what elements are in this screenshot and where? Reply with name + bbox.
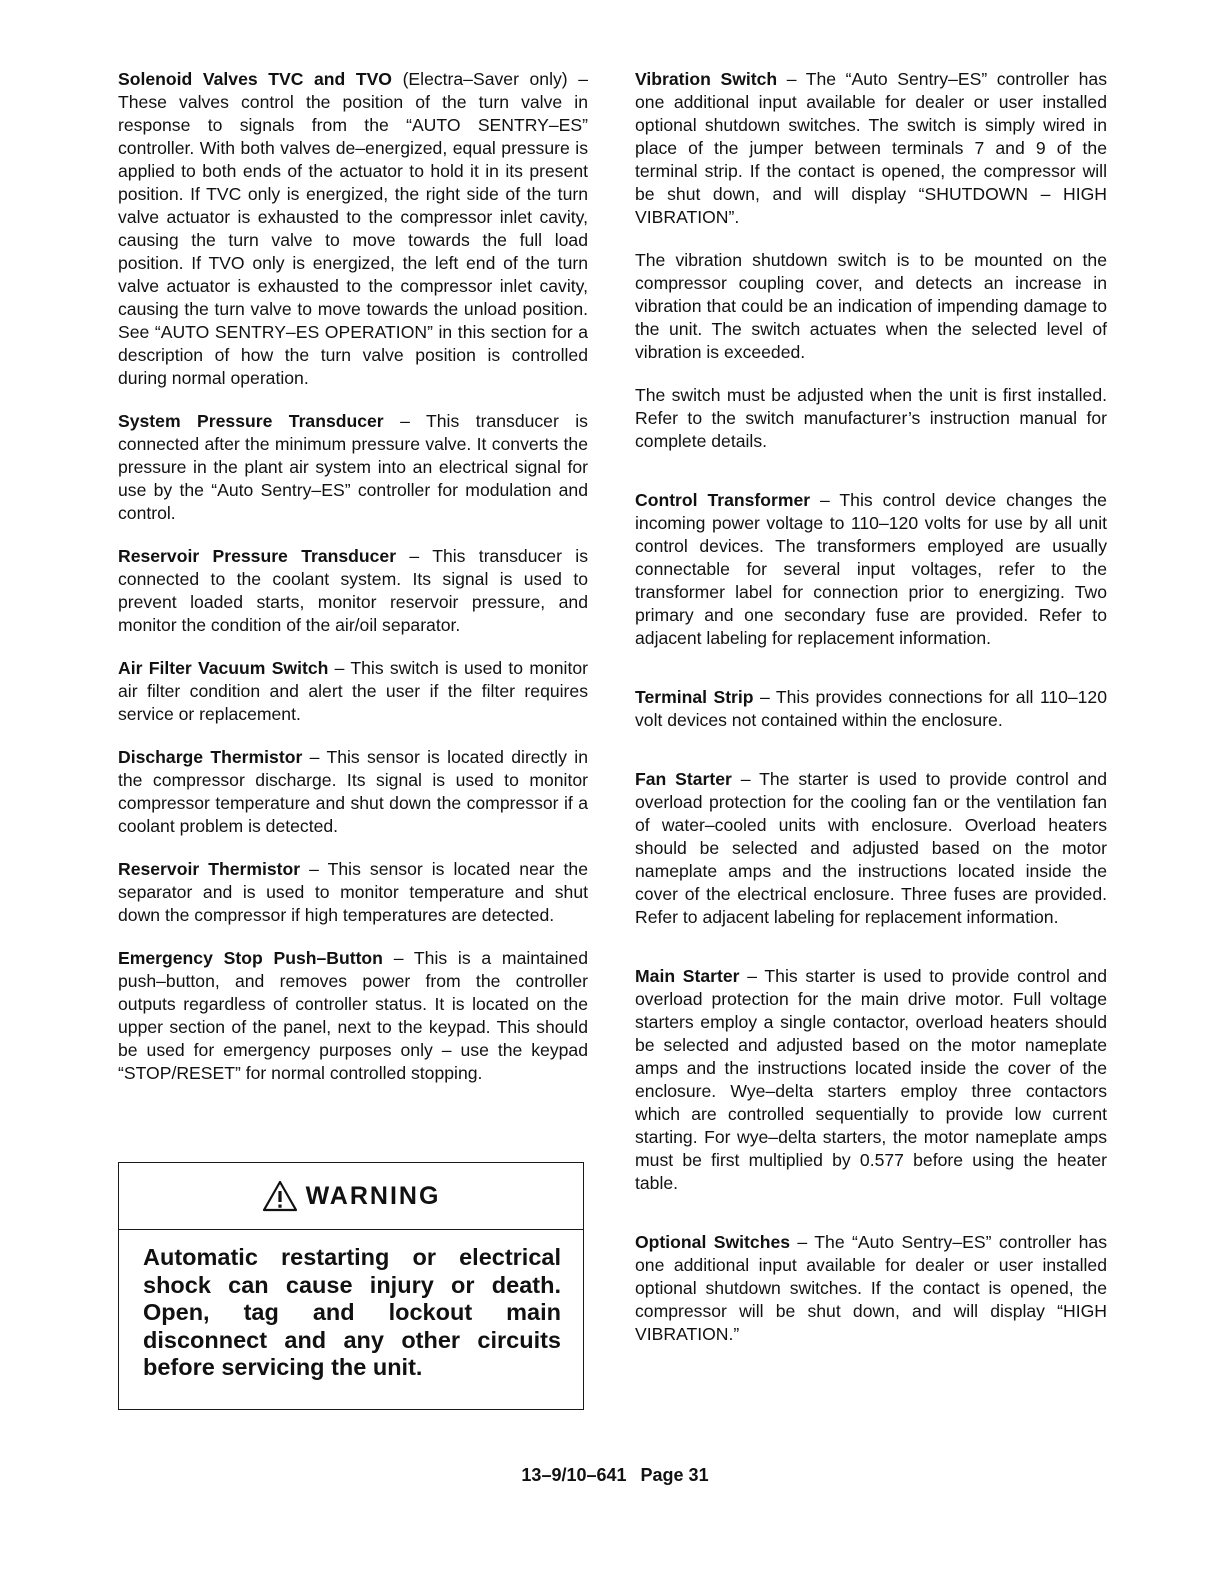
- page-number: Page 31: [640, 1465, 709, 1485]
- heading-system-pressure-transducer: System Pressure Transducer: [118, 411, 384, 431]
- paragraph-discharge-thermistor: [118, 746, 588, 838]
- heading-fan-starter: Fan Starter: [635, 769, 732, 789]
- text-optional-switches: – The “Auto Sentry–ES” controller has one additional input available for dealer or user installed optional shutdown switches. If the contact is opened, the compressor will be shut down, and will display “HIGH VIBRATION.”: [635, 1232, 1107, 1344]
- paragraph-control-transformer: [635, 489, 1107, 650]
- warning-header: [119, 1163, 583, 1230]
- paragraph-main-starter: [635, 965, 1107, 1195]
- heading-main-starter: Main Starter: [635, 966, 740, 986]
- text-solenoid-valves: (Electra–Saver only) – These valves control the position of the turn valve in response to signals from the “AUTO SENTRY–ES” controller. With both valves de–energized, equal pressure is applied to both ends of the actuator to hold it in its present position. If TVC only is energized, the right side of the turn valve actuator is exhausted to the compressor inlet cavity, causing the turn valve to move towards the full load position. If TVO only is energized, the left end of the turn valve actuator is exhausted to the compressor inlet cavity, causing the turn valve to move towards the unload position. See “AUTO SENTRY–ES OPERATION” in this section for a description of how the turn valve position is controlled during normal operation.: [118, 69, 588, 388]
- text-discharge-thermistor: – This sensor is located directly in the compressor discharge. Its signal is used to monitor compressor temperature and shut down the compressor if a coolant problem is detected.: [118, 747, 589, 836]
- paragraph-reservoir-thermistor: [118, 858, 588, 927]
- right-column: [635, 68, 1107, 1346]
- heading-reservoir-pressure-transducer: Reservoir Pressure Transducer: [118, 546, 397, 566]
- text-control-transformer: – This control device changes the incoming power voltage to 110–120 volts for use by all unit control devices. The transformers employed are usually connectable for several input voltages, refer to the transformer label for connection prior to energizing. Two primary and one secondary fuse are provided. Refer to adjacent labeling for replacement information.: [635, 490, 1107, 648]
- text-main-starter: – This starter is used to provide control and overload protection for the main drive motor. Full voltage starters employ a single contactor, overload heaters should be selected and adjusted based on the motor nameplate amps and the instructions located inside the cover of the enclosure. Wye–delta starters employ three contactors which are controlled sequentially to provide low current starting. For wye–delta starters, the motor nameplate amps must be first multiplied by 0.577 before using the heater table.: [635, 966, 1107, 1193]
- paragraph-fan-starter: [635, 768, 1107, 929]
- text-air-filter-vacuum-switch: – This switch is used to monitor air filter condition and alert the user if the filter requires service or replacement.: [118, 658, 588, 724]
- heading-control-transformer: Control Transformer: [635, 490, 811, 510]
- text-reservoir-thermistor: – This sensor is located near the separator and is used to monitor temperature and shut down the compressor if high temperatures are detected.: [118, 859, 588, 925]
- page-footer: [0, 1465, 1230, 1486]
- heading-discharge-thermistor: Discharge Thermistor: [118, 747, 303, 767]
- paragraph-switch-adjustment: [635, 384, 1107, 453]
- left-column: [118, 68, 588, 1085]
- text-vibration-mounting: The vibration shutdown switch is to be mounted on the compressor coupling cover, and detects an increase in vibration that could be an indication of impending damage to the unit. The switch actuates when the selected level of vibration is exceeded.: [635, 250, 1107, 362]
- warning-body-text: Automatic restarting or electrical shock can cause injury or death. Open, tag and lockout main disconnect and any other circuits before servicing the unit.: [143, 1244, 561, 1380]
- paragraph-terminal-strip: [635, 686, 1107, 732]
- warning-triangle-icon: [262, 1180, 298, 1212]
- heading-optional-switches: Optional Switches: [635, 1232, 791, 1252]
- paragraph-optional-switches: [635, 1231, 1107, 1346]
- paragraph-solenoid-valves: [118, 68, 588, 390]
- heading-solenoid-valves: Solenoid Valves TVC and TVO: [118, 69, 392, 89]
- paragraph-system-pressure-transducer: [118, 410, 588, 525]
- warning-box: [118, 1162, 584, 1410]
- heading-emergency-stop: Emergency Stop Push–Button: [118, 948, 383, 968]
- text-switch-adjustment: The switch must be adjusted when the unit is first installed. Refer to the switch manufacturer’s instruction manual for complete details.: [635, 385, 1107, 451]
- document-number: 13–9/10–641: [521, 1465, 627, 1485]
- paragraph-vibration-mounting: [635, 249, 1107, 364]
- paragraph-emergency-stop: [118, 947, 588, 1085]
- paragraph-vibration-switch: [635, 68, 1107, 229]
- text-terminal-strip: – This provides connections for all 110–120 volt devices not contained within the enclosure.: [635, 687, 1108, 730]
- text-reservoir-pressure-transducer: – This transducer is connected to the coolant system. Its signal is used to prevent loaded starts, monitor reservoir pressure, and monitor the condition of the air/oil separator.: [118, 546, 588, 635]
- warning-heading: WARNING: [305, 1181, 441, 1210]
- text-system-pressure-transducer: – This transducer is connected after the minimum pressure valve. It converts the pressure in the plant air system into an electrical signal for use by the “Auto Sentry–ES” controller for modulation and control.: [118, 411, 588, 523]
- text-fan-starter: – The starter is used to provide control and overload protection for the cooling fan or the ventilation fan of water–cooled units with enclosure. Overload heaters should be selected and adjusted based on the motor nameplate amps and the instructions located inside the cover of the electrical enclosure. Three fuses are provided. Refer to adjacent labeling for replacement information.: [635, 769, 1107, 927]
- paragraph-air-filter-vacuum-switch: [118, 657, 588, 726]
- paragraph-reservoir-pressure-transducer: [118, 545, 588, 637]
- text-vibration-switch: – The “Auto Sentry–ES” controller has one additional input available for dealer or user installed optional shutdown switches. The switch is simply wired in place of the jumper between terminals 7 and 9 of the terminal strip. If the contact is opened, the compressor will be shut down, and will display “SHUTDOWN – HIGH VIBRATION”.: [635, 69, 1108, 227]
- heading-air-filter-vacuum-switch: Air Filter Vacuum Switch: [118, 658, 329, 678]
- heading-reservoir-thermistor: Reservoir Thermistor: [118, 859, 301, 879]
- text-emergency-stop: – This is a maintained push–button, and removes power from the controller outputs regardless of controller status. It is located on the upper section of the panel, next to the keypad. This should be used for emergency purposes only – use the keypad “STOP/RESET” for normal controlled stopping.: [118, 948, 588, 1083]
- heading-terminal-strip: Terminal Strip: [635, 687, 754, 707]
- heading-vibration-switch: Vibration Switch: [635, 69, 778, 89]
